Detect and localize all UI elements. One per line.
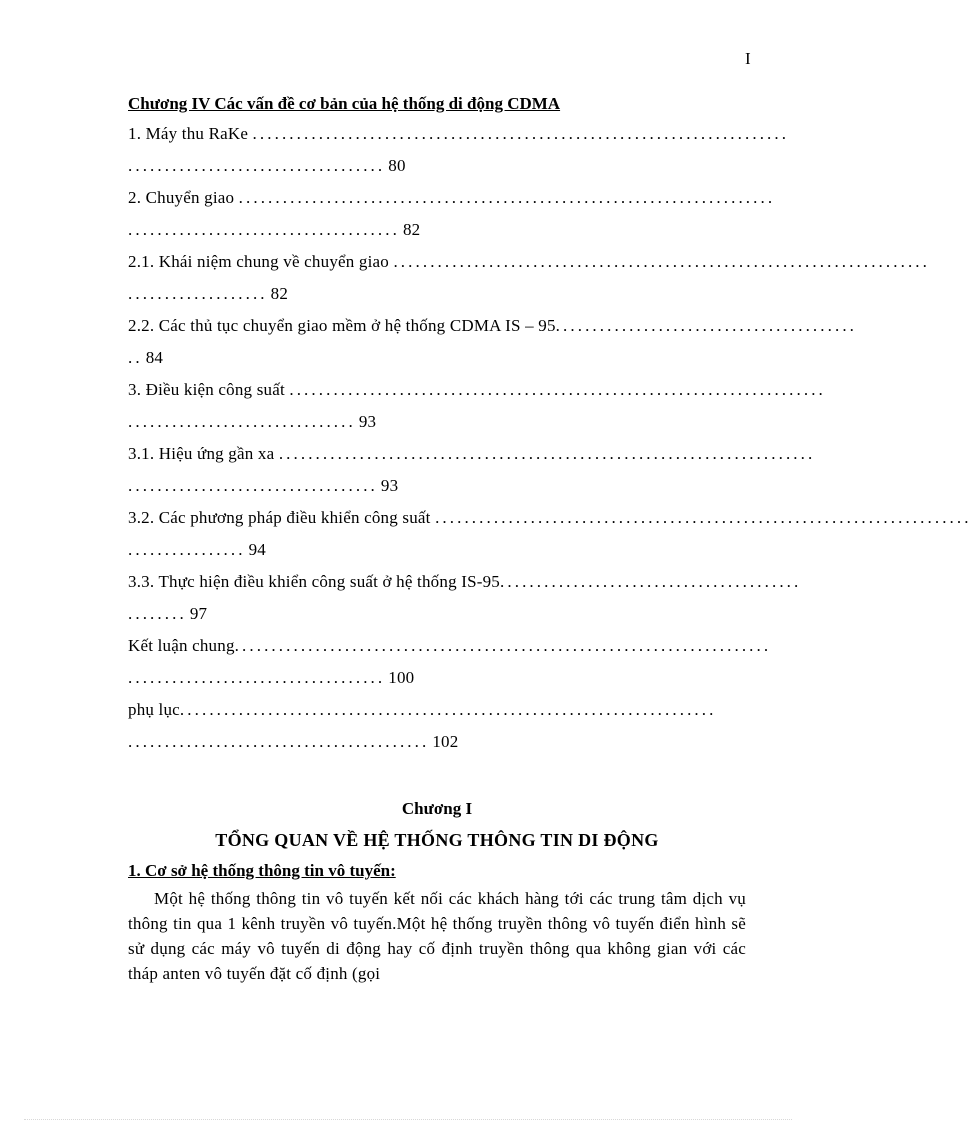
toc-entry-title: phụ lục (128, 700, 180, 719)
toc-entry: phụ lục......................................................................... ......................................... 102 (128, 700, 717, 751)
toc-chapter-heading: Chương IV Các vấn đề cơ bản của hệ thống di động CDMA (128, 94, 561, 113)
toc-entry-title: 2.1. Khái niệm chung về chuyển giao (128, 252, 389, 271)
toc-entry: 2.1. Khái niệm chung về chuyển giao ......................................................................... ................... 82 (128, 252, 931, 303)
toc-entry-title: 2.2. Các thủ tục chuyển giao mềm ở hệ thống CDMA IS – 95 (128, 316, 556, 335)
toc-entry-page: 100 (388, 668, 415, 687)
section-heading: 1. Cơ sở hệ thống thông tin vô tuyến: (128, 861, 396, 880)
page-number: I (745, 49, 751, 68)
toc-entry: 2.2. Các thủ tục chuyển giao mềm ở hệ thống CDMA IS – 95......................................... .. 84 (128, 316, 858, 367)
toc-entry-title: 3.1. Hiệu ứng gần xa (128, 444, 275, 463)
chapter-subtitle: TỔNG QUAN VỀ HỆ THỐNG THÔNG TIN DI ĐỘNG (215, 830, 659, 850)
document-body (128, 90, 972, 986)
toc-entry-page: 93 (380, 476, 399, 495)
toc-entry: 2. Chuyển giao ......................................................................... ..................................... 82 (128, 188, 776, 239)
toc-entry-title: Kết luận chung (128, 636, 235, 655)
toc-entry-page: 94 (248, 540, 267, 559)
toc-entry-page: 82 (402, 220, 421, 239)
body-paragraph: Một hệ thống thông tin vô tuyến kết nối các khách hàng tới các trung tâm dịch vụ thông tin qua 1 kênh truyền vô tuyến.Một hệ thống truyền thông vô tuyến điển hình sẽ sử dụng các máy vô tuyến di động hay cố định truyền thông qua không gian với các tháp anten vô tuyến đặt cố định (gọi (128, 889, 746, 983)
toc-entry-title: 3. Điều kiện công suất (128, 380, 285, 399)
toc-entry: 3.3. Thực hiện điều khiển công suất ở hệ thống IS-95......................................... ........ 97 (128, 572, 802, 623)
table-of-contents (128, 118, 972, 758)
toc-entry: 3.2. Các phương pháp điều khiển công suất ......................................................................... ................ 94 (128, 508, 972, 559)
toc-entry-title: 3.2. Các phương pháp điều khiển công suất (128, 508, 431, 527)
page-bottom-divider (24, 1119, 792, 1120)
toc-entry-page: 84 (145, 348, 164, 367)
toc-entry: Kết luận chung......................................................................... ................................... 100 (128, 636, 772, 687)
toc-entry-page: 93 (358, 412, 377, 431)
toc-entry-title: 2. Chuyển giao (128, 188, 235, 207)
toc-entry-page: 82 (270, 284, 289, 303)
chapter-title: Chương I (401, 799, 473, 818)
toc-entry-title: 3.3. Thực hiện điều khiển công suất ở hệ thống IS-95 (128, 572, 501, 591)
toc-entry-page: 80 (388, 156, 406, 175)
toc-entry: 3. Điều kiện công suất ......................................................................... ............................... 93 (128, 380, 826, 431)
toc-entry-page: 102 (432, 732, 459, 751)
toc-entry-page: 97 (189, 604, 208, 623)
toc-entry: 1. Máy thu RaKe ......................................................................... ................................... 80 (128, 124, 790, 175)
toc-entry: 3.1. Hiệu ứng gần xa ......................................................................... .................................. 93 (128, 444, 816, 495)
toc-entry-title: 1. Máy thu RaKe (128, 124, 249, 143)
